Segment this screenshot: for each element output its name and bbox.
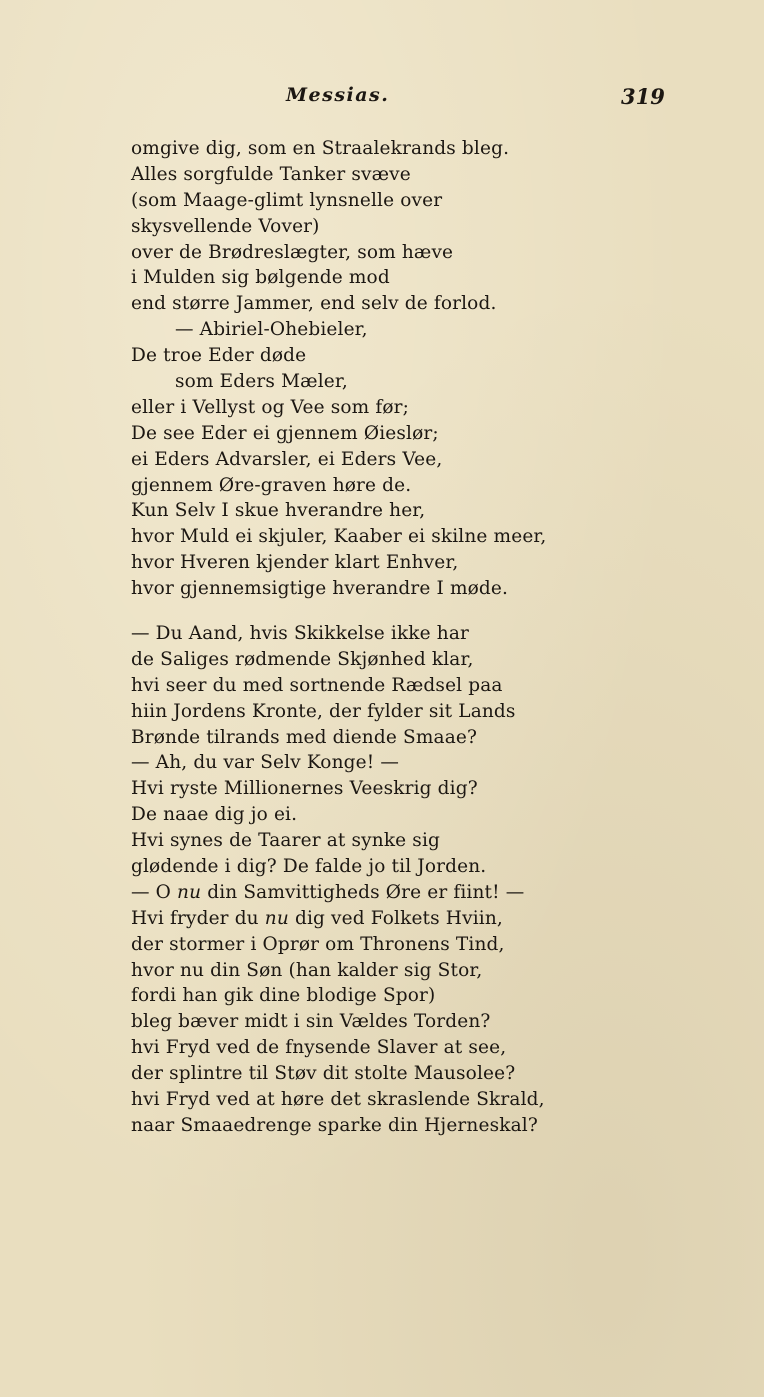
poem-line: naar Smaaedrenge sparke din Hjerneskal? xyxy=(131,1114,538,1136)
poem-line xyxy=(131,906,611,932)
poem-line: hvor gjennemsigtige hverandre I møde. xyxy=(131,578,509,600)
poem-line: i Mulden sig bølgende mod xyxy=(131,267,390,289)
poem-line: hvi seer du med sortnende Rædsel paa xyxy=(131,674,503,696)
poem-line: (som Maage-glimt lynsnelle over xyxy=(131,189,443,211)
poem-line: hvor Muld ei skjuler, Kaaber ei skilne meer, xyxy=(131,526,547,548)
emphasis-word: nu xyxy=(264,907,289,929)
poem-line: der stormer i Oprør om Thronens Tind, xyxy=(131,933,505,955)
poem-line: Alles sorgfulde Tanker svæve xyxy=(131,163,411,185)
poem-line: De see Eder ei gjennem Øieslør; xyxy=(131,422,439,444)
line-text: Hvi fryder du xyxy=(131,907,265,929)
poem-line: omgive dig, som en Straalekrands bleg. xyxy=(131,138,510,159)
poem-line: hvor nu din Søn (han kalder sig Stor, xyxy=(131,959,483,981)
poem-line: Brønde tilrands med diende Smaae? xyxy=(131,726,478,748)
poem-line: gjennem Øre-graven høre de. xyxy=(131,474,412,496)
line-text: din Samvittigheds Øre er fiint! — xyxy=(201,881,525,903)
poem-line: over de Brødreslægter, som hæve xyxy=(131,241,454,263)
poem-line: De naae dig jo ei. xyxy=(131,804,298,826)
stanza-1 xyxy=(131,136,611,602)
poem-line: ei Eders Advarsler, ei Eders Vee, xyxy=(131,448,443,470)
running-header-title: Messias. xyxy=(286,84,390,106)
poem-line: Hvi ryste Millionernes Veeskrig dig? xyxy=(131,778,478,800)
poem-line: bleg bæver midt i sin Vældes Torden? xyxy=(131,1011,491,1033)
poem-line: hvi Fryd ved at høre det skraslende Skrald, xyxy=(131,1089,545,1111)
poem-line: De troe Eder døde xyxy=(131,345,307,367)
poem-line: — Du Aand, hvis Skikkelse ikke har xyxy=(131,623,470,644)
poem-line: end større Jammer, end selv de forlod. xyxy=(131,293,497,315)
poem-line: skysvellende Vover) xyxy=(131,215,320,237)
poem-line: de Saliges rødmende Skjønhed klar, xyxy=(131,648,474,670)
poem-line: Hvi synes de Taarer at synke sig xyxy=(131,830,441,852)
page-number: 319 xyxy=(621,84,665,109)
poem-line xyxy=(131,880,611,906)
poem-line: hvor Hveren kjender klart Enhver, xyxy=(131,552,459,574)
line-text: — O xyxy=(131,881,178,903)
line-text: dig ved Folkets Hviin, xyxy=(288,907,503,929)
poem-line: som Eders Mæler, xyxy=(175,371,348,393)
stanza-2 xyxy=(131,621,611,1139)
poem-line: der splintre til Støv dit stolte Mausolee? xyxy=(131,1063,516,1085)
poem-line: glødende i dig? De falde jo til Jorden. xyxy=(131,856,487,878)
poem-line: Kun Selv I skue hverandre her, xyxy=(131,500,426,522)
poem-line: — Abiriel-Ohebieler, xyxy=(175,319,368,341)
poem-line: hiin Jordens Kronte, der fylder sit Lands xyxy=(131,700,516,722)
emphasis-word: nu xyxy=(177,881,202,903)
poem-line: eller i Vellyst og Vee som før; xyxy=(131,396,410,418)
poem-line: — Ah, du var Selv Konge! — xyxy=(131,752,400,774)
poem-line: hvi Fryd ved de fnysende Slaver at see, xyxy=(131,1037,507,1059)
poem-line: fordi han gik dine blodige Spor) xyxy=(131,985,436,1007)
